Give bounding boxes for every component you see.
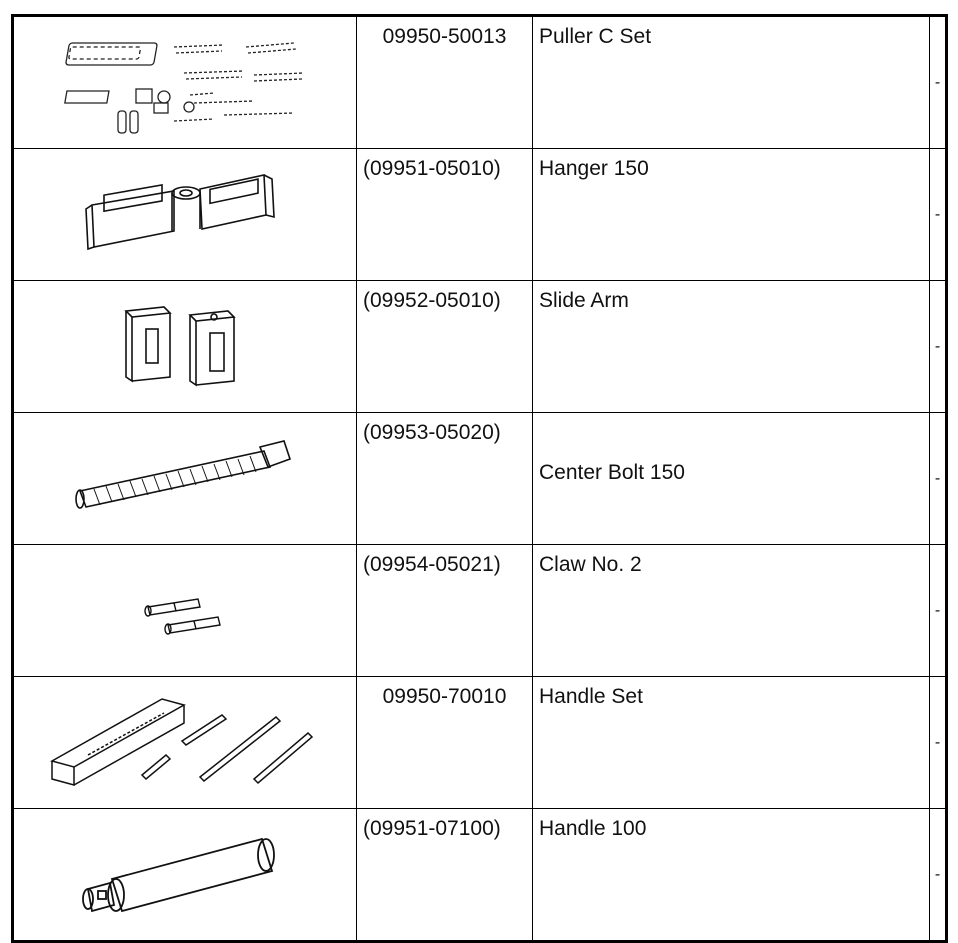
illustration-cell (13, 545, 357, 677)
table-row (13, 149, 947, 281)
illustration-cell (13, 677, 357, 809)
table-row (13, 809, 947, 942)
part-number: (09951-05010) (363, 157, 501, 180)
illustration-cell (13, 16, 357, 149)
part-number: (09951-07100) (363, 817, 501, 840)
tool-table (11, 14, 948, 943)
part-number-cell (357, 281, 533, 413)
part-name: Hanger 150 (539, 157, 649, 180)
table-row (13, 281, 947, 413)
name-cell (533, 809, 930, 942)
extra-value: - (934, 865, 941, 883)
name-cell (533, 545, 930, 677)
part-name: Handle 100 (539, 817, 647, 840)
handle-set-icon (14, 677, 356, 800)
hanger-icon (14, 149, 356, 272)
extra-value: - (934, 73, 941, 91)
extra-cell (930, 677, 947, 809)
part-name: Slide Arm (539, 289, 629, 312)
part-name: Claw No. 2 (539, 553, 642, 576)
part-name: Handle Set (539, 685, 643, 708)
part-number-cell (357, 545, 533, 677)
slide-arm-icon (14, 281, 356, 404)
part-number-cell (357, 413, 533, 545)
name-cell (533, 149, 930, 281)
extra-cell (930, 413, 947, 545)
name-cell (533, 677, 930, 809)
extra-cell (930, 281, 947, 413)
part-name: Center Bolt 150 (539, 461, 685, 484)
table-row (13, 413, 947, 545)
claw-icon (14, 545, 356, 668)
table-row (13, 16, 947, 149)
part-number-cell (357, 677, 533, 809)
extra-cell (930, 545, 947, 677)
part-name: Puller C Set (539, 25, 652, 48)
part-number: (09954-05021) (363, 553, 501, 576)
illustration-cell (13, 413, 357, 545)
name-cell (533, 281, 930, 413)
puller-c-set-icon (14, 17, 356, 140)
extra-cell (930, 149, 947, 281)
center-bolt-icon (14, 413, 356, 536)
illustration-cell (13, 281, 357, 413)
illustration-cell (13, 149, 357, 281)
extra-value: - (934, 205, 941, 223)
handle-icon (14, 809, 356, 932)
part-number-cell (357, 149, 533, 281)
part-number-cell (357, 809, 533, 942)
part-number: 09950-70010 (382, 685, 507, 708)
extra-value: - (934, 469, 941, 487)
table-row (13, 545, 947, 677)
part-number: (09952-05010) (363, 289, 501, 312)
extra-value: - (934, 601, 941, 619)
part-number-cell (357, 16, 533, 149)
part-number: 09950-50013 (382, 25, 507, 48)
illustration-cell (13, 809, 357, 942)
extra-cell (930, 16, 947, 149)
extra-value: - (934, 733, 941, 751)
extra-value: - (934, 337, 941, 355)
part-number: (09953-05020) (363, 421, 501, 444)
name-cell (533, 16, 930, 149)
table-row (13, 677, 947, 809)
extra-cell (930, 809, 947, 942)
name-cell (533, 413, 930, 545)
